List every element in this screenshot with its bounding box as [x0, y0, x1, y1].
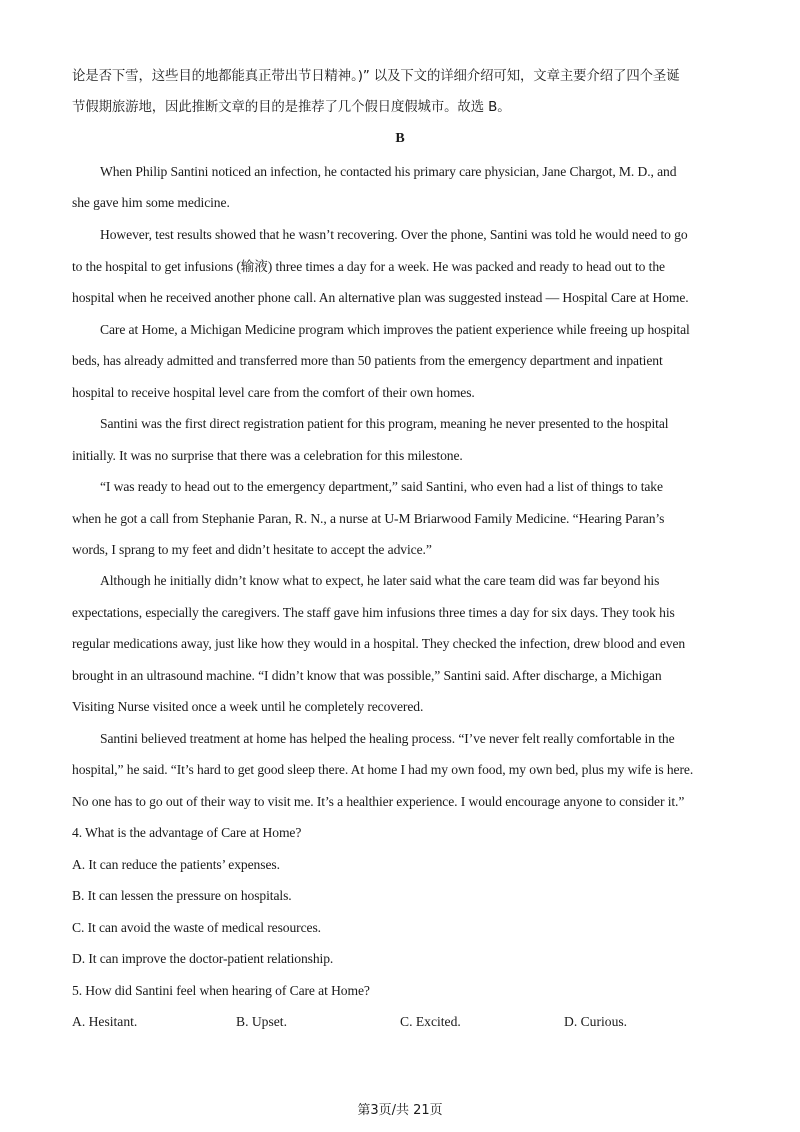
passage-line: No one has to go out of their way to visit me. It’s a healthier experience. I would encourage anyone to consider it.”	[72, 794, 685, 809]
passage-line: “I was ready to head out to the emergency department,” said Santini, who even had a list of things to take	[100, 479, 663, 494]
passage-line: she gave him some medicine.	[72, 195, 230, 210]
section-heading: B	[395, 131, 405, 146]
passage-line: However, test results showed that he wasn’t recovering. Over the phone, Santini was told he would need to go	[100, 227, 688, 242]
question-4-option-c: C. It can avoid the waste of medical resources.	[72, 920, 321, 935]
passage-line: Santini believed treatment at home has helped the healing process. “I’ve never felt really comfortable in the	[100, 731, 675, 746]
question-5-stem: 5. How did Santini feel when hearing of Care at Home?	[72, 983, 370, 998]
intro-line-1: 论是否下雪，这些目的地都能真正带出节日精神。)” 以及下文的详细介绍可知，文章主要介绍了四个圣诞	[72, 69, 680, 84]
passage-line: to the hospital to get infusions (输液) three times a day for a week. He was packed and ready to head out to the	[72, 259, 665, 274]
passage-line: Santini was the first direct registration patient for this program, meaning he never presented to the hospital	[100, 416, 669, 431]
passage-line: beds, has already admitted and transferred more than 50 patients from the emergency department and inpatient	[72, 353, 663, 368]
passage-line: hospital,” he said. “It’s hard to get good sleep there. At home I had my own food, my own bed, plus my wife is here.	[72, 762, 694, 777]
intro-line-2: 节假期旅游地，因此推断文章的目的是推荐了几个假日度假城市。故选 B。	[72, 100, 511, 115]
question-4-option-b: B. It can lessen the pressure on hospitals.	[72, 888, 292, 903]
question-5-option-c: C. Excited.	[400, 1014, 461, 1029]
passage-line: hospital to receive hospital level care from the comfort of their own homes.	[72, 385, 475, 400]
question-5-option-a: A. Hesitant.	[72, 1014, 138, 1029]
question-5-option-b: B. Upset.	[236, 1014, 287, 1029]
passage-line: Care at Home, a Michigan Medicine program which improves the patient experience while freeing up hospital	[100, 322, 690, 337]
passage-line: hospital when he received another phone call. An alternative plan was suggested instead — Hospital Care at Home.	[72, 290, 689, 305]
passage-line: regular medications away, just like how they would in a hospital. They checked the infection, drew blood and even	[72, 636, 686, 651]
passage-line: Visiting Nurse visited once a week until he completely recovered.	[72, 699, 424, 714]
question-4-stem: 4. What is the advantage of Care at Home?	[72, 825, 302, 840]
passage-line: When Philip Santini noticed an infection, he contacted his primary care physician, Jane Chargot, M. D., and	[100, 164, 677, 179]
passage-line: expectations, especially the caregivers. The staff gave him infusions three times a day for six days. They took his	[72, 605, 675, 620]
question-4-option-a: A. It can reduce the patients’ expenses.	[72, 857, 280, 872]
question-5-option-d: D. Curious.	[564, 1014, 628, 1029]
passage-line: words, I sprang to my feet and didn’t hesitate to accept the advice.”	[72, 542, 432, 557]
passage-line: when he got a call from Stephanie Paran, R. N., a nurse at U-M Briarwood Family Medicine. “Hearing Paran’s	[72, 511, 665, 526]
passage-line: Although he initially didn’t know what to expect, he later said what the care team did was far beyond his	[100, 573, 660, 588]
page-number-footer: 第3页/共 21页	[357, 1103, 443, 1118]
question-4-option-d: D. It can improve the doctor-patient relationship.	[72, 951, 334, 966]
passage-line: initially. It was no surprise that there was a celebration for this milestone.	[72, 448, 463, 463]
passage-line: brought in an ultrasound machine. “I didn’t know that was possible,” Santini said. After discharge, a Michigan	[72, 668, 662, 683]
